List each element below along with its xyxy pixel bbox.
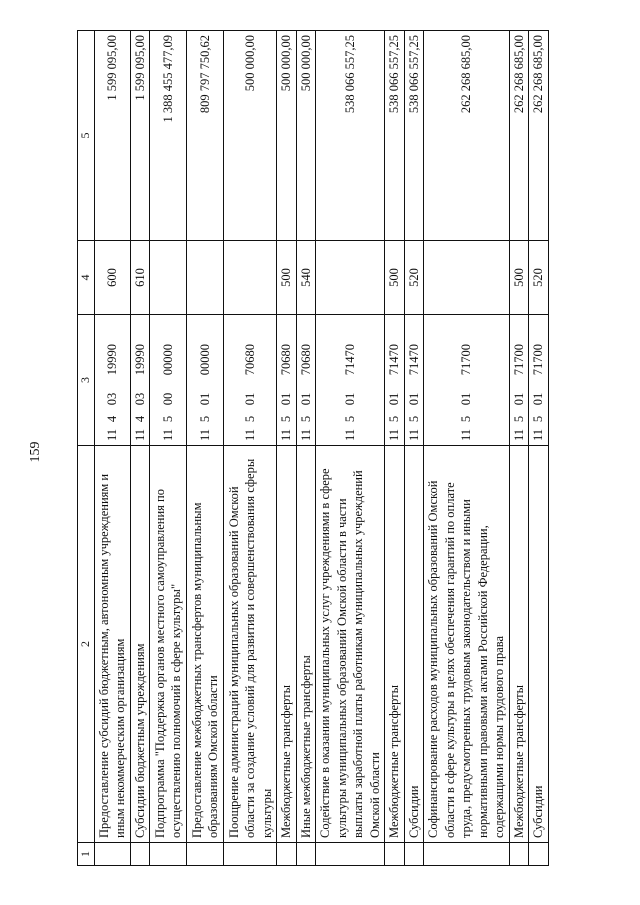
row-code [385, 315, 405, 446]
table-row [509, 31, 529, 866]
table-row [277, 31, 297, 866]
row-code [187, 315, 224, 446]
row-expense-type: 500 [277, 241, 297, 315]
code-part-1: 11 [243, 428, 258, 441]
header-col-2: 2 [78, 446, 95, 843]
code-part-2: 5 [243, 415, 258, 423]
row-sum: 1 599 095,00 [94, 31, 130, 241]
table-body [94, 31, 548, 866]
row-expense-type [150, 241, 187, 315]
code-part-4: 00000 [198, 344, 213, 376]
code-part-1: 11 [531, 428, 546, 441]
row-expense-type: 500 [509, 241, 529, 315]
code-part-1: 11 [298, 428, 313, 441]
row-col-1 [404, 843, 424, 866]
row-code [404, 315, 424, 446]
code-part-2: 5 [279, 415, 294, 423]
code-part-4: 71700 [531, 344, 546, 376]
row-sum: 538 066 557,25 [404, 31, 424, 241]
code-part-1: 11 [459, 428, 474, 441]
code-part-3: 01 [279, 392, 294, 406]
code-part-3: 01 [298, 392, 313, 406]
code-part-2: 5 [531, 415, 546, 423]
row-code [224, 315, 277, 446]
code-part-4: 19990 [132, 344, 147, 376]
code-part-4: 70680 [243, 344, 258, 376]
table-header-row [78, 31, 95, 866]
row-name: Субсидии [529, 446, 549, 843]
row-expense-type: 540 [296, 241, 316, 315]
row-name: Субсидии бюджетным учреждениям [130, 446, 150, 843]
row-col-1 [277, 843, 297, 866]
row-col-1 [296, 843, 316, 866]
code-part-1: 11 [279, 428, 294, 441]
table-row [316, 31, 385, 866]
table-row [94, 31, 130, 866]
table-row [424, 31, 510, 866]
row-code [316, 315, 385, 446]
row-sum: 538 066 557,25 [316, 31, 385, 241]
code-part-4: 71700 [459, 344, 474, 376]
row-code [509, 315, 529, 446]
row-col-1 [187, 843, 224, 866]
rotated-page-content [77, 31, 547, 866]
row-expense-type [424, 241, 510, 315]
row-sum: 500 000,00 [296, 31, 316, 241]
row-code [150, 315, 187, 446]
row-name: Межбюджетные трансферты [509, 446, 529, 843]
code-part-2: 5 [406, 415, 421, 423]
code-part-3: 01 [531, 392, 546, 406]
row-sum: 500 000,00 [224, 31, 277, 241]
row-code [529, 315, 549, 446]
table-row [150, 31, 187, 866]
row-name: Содействие в оказании муниципальных услуг учреждениями в сфере культуры муниципальных образований Омской области в части выплаты заработной платы работникам муниципальных учреждений Омской области [316, 446, 385, 843]
code-part-4: 70680 [279, 344, 294, 376]
code-part-4: 70680 [298, 344, 313, 376]
row-name: Предоставление межбюджетных трансфертов муниципальным образованиям Омской области [187, 446, 224, 843]
row-name: Иные межбюджетные трансферты [296, 446, 316, 843]
row-sum: 1 388 455 477,09 [150, 31, 187, 241]
row-col-1 [316, 843, 385, 866]
code-part-4: 71470 [343, 344, 358, 376]
table-row [404, 31, 424, 866]
page-number: 159 [28, 441, 43, 463]
header-col-4: 4 [78, 241, 95, 315]
row-name: Предоставление субсидий бюджетным, автономным учреждениям и иным некоммерческим организациям [94, 446, 130, 843]
row-expense-type: 610 [130, 241, 150, 315]
row-name: Межбюджетные трансферты [277, 446, 297, 843]
row-sum: 262 268 685,00 [529, 31, 549, 241]
row-expense-type: 500 [385, 241, 405, 315]
row-col-1 [385, 843, 405, 866]
row-sum: 262 268 685,00 [509, 31, 529, 241]
code-part-2: 5 [298, 415, 313, 423]
code-part-3: 01 [387, 392, 402, 406]
code-part-1: 11 [161, 428, 176, 441]
code-part-3: 01 [243, 392, 258, 406]
code-part-1: 11 [343, 428, 358, 441]
row-code [130, 315, 150, 446]
code-part-3: 01 [343, 392, 358, 406]
code-part-1: 11 [406, 428, 421, 441]
code-part-2: 5 [387, 415, 402, 423]
row-code [296, 315, 316, 446]
row-code [424, 315, 510, 446]
code-part-1: 11 [511, 428, 526, 441]
row-sum: 1 599 095,00 [130, 31, 150, 241]
row-name: Межбюджетные трансферты [385, 446, 405, 843]
table-row [385, 31, 405, 866]
table-row [529, 31, 549, 866]
row-col-1 [224, 843, 277, 866]
code-part-2: 4 [105, 415, 120, 423]
code-part-4: 71470 [387, 344, 402, 376]
row-col-1 [424, 843, 510, 866]
code-part-2: 5 [459, 415, 474, 423]
code-part-3: 00 [161, 392, 176, 406]
row-expense-type: 600 [94, 241, 130, 315]
row-expense-type [224, 241, 277, 315]
row-expense-type [316, 241, 385, 315]
code-part-3: 01 [459, 392, 474, 406]
table-row [187, 31, 224, 866]
code-part-1: 11 [105, 428, 120, 441]
code-part-3: 01 [511, 392, 526, 406]
row-sum: 809 797 750,62 [187, 31, 224, 241]
row-sum: 262 268 685,00 [424, 31, 510, 241]
code-part-1: 11 [387, 428, 402, 441]
header-col-3: 3 [78, 315, 95, 446]
row-expense-type: 520 [404, 241, 424, 315]
code-part-2: 5 [161, 415, 176, 423]
row-col-1 [509, 843, 529, 866]
row-sum: 538 066 557,25 [385, 31, 405, 241]
row-name: Субсидии [404, 446, 424, 843]
code-part-1: 11 [198, 428, 213, 441]
row-name: Софинансирование расходов муниципальных образований Омской области в сфере культуры в целях обеспечения гарантий по оплате труда, предусмотренных трудовым законодательством и иными нормативными правовыми актами Российской Федерации, содержащими нормы трудового права [424, 446, 510, 843]
row-sum: 500 000,00 [277, 31, 297, 241]
row-col-1 [150, 843, 187, 866]
row-col-1 [94, 843, 130, 866]
code-part-3: 03 [132, 392, 147, 406]
header-col-1: 1 [78, 843, 95, 866]
code-part-1: 11 [132, 428, 147, 441]
budget-table [77, 30, 549, 866]
row-col-1 [130, 843, 150, 866]
table-row [296, 31, 316, 866]
row-expense-type [187, 241, 224, 315]
table-row [224, 31, 277, 866]
row-name: Поощрение администраций муниципальных образований Омской области за создание условий для развития и совершенствования сферы культуры [224, 446, 277, 843]
code-part-4: 71470 [406, 344, 421, 376]
row-expense-type: 520 [529, 241, 549, 315]
code-part-4: 71700 [511, 344, 526, 376]
row-code [277, 315, 297, 446]
code-part-2: 5 [343, 415, 358, 423]
code-part-3: 01 [198, 392, 213, 406]
header-col-5: 5 [78, 31, 95, 241]
code-part-2: 4 [132, 415, 147, 423]
code-part-3: 01 [406, 392, 421, 406]
row-col-1 [529, 843, 549, 866]
code-part-3: 03 [105, 392, 120, 406]
code-part-4: 19990 [105, 344, 120, 376]
code-part-2: 5 [511, 415, 526, 423]
code-part-2: 5 [198, 415, 213, 423]
code-part-4: 00000 [161, 344, 176, 376]
row-name: Подпрограмма "Поддержка органов местного самоуправления по осуществлению полномочий в сфере культуры" [150, 446, 187, 843]
table-row [130, 31, 150, 866]
row-code [94, 315, 130, 446]
